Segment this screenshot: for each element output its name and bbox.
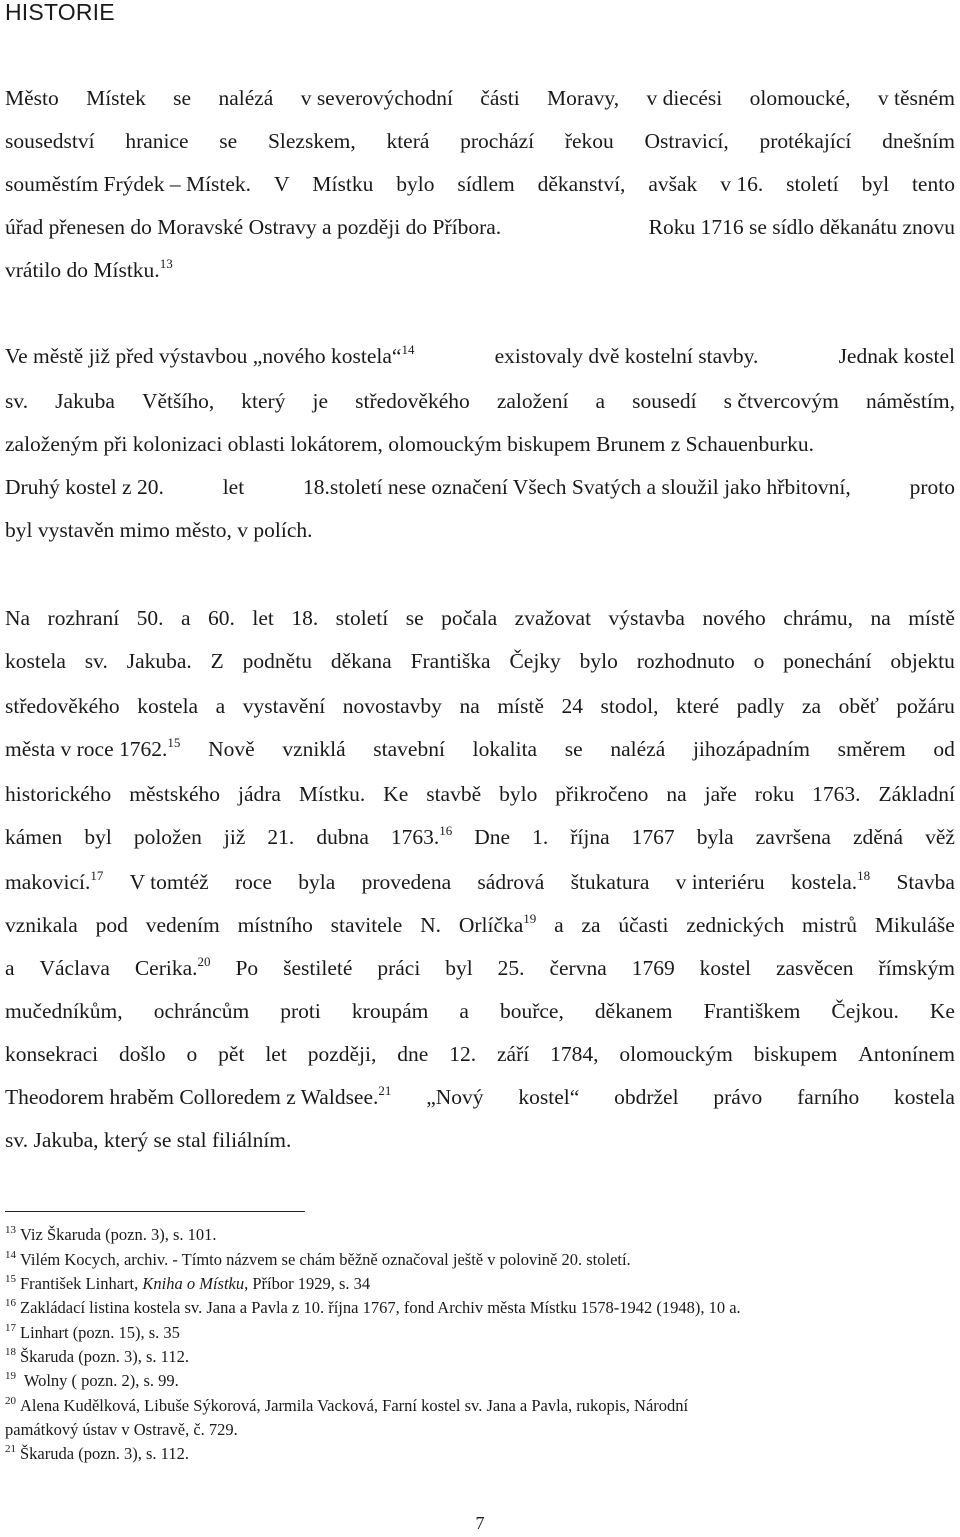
p2-line-4	[5, 473, 955, 501]
word: sousedství	[5, 129, 95, 153]
word: Antonínem	[858, 1042, 955, 1066]
word: šestileté	[283, 956, 353, 980]
word: sádrová	[477, 870, 545, 894]
word: 12.	[449, 1042, 477, 1066]
footnote-ref-17[interactable]: 17	[90, 868, 104, 883]
p3-line-3	[5, 692, 955, 720]
word: olomouckým	[619, 1042, 733, 1066]
p1-line-3	[5, 170, 955, 198]
word: části	[480, 86, 520, 110]
word: září	[496, 1042, 530, 1066]
word: pod	[95, 913, 128, 937]
footnote-ref-14[interactable]: 14	[401, 342, 415, 357]
word: roku	[754, 782, 795, 806]
footnote-21	[5, 1443, 880, 1465]
p2-line-1-c: Jednak kostel	[838, 344, 955, 368]
footnote-ref-18[interactable]: 18	[857, 868, 871, 883]
word: N.	[420, 913, 441, 937]
word: nalézá	[218, 86, 274, 110]
word: s čtvercovým	[723, 389, 839, 413]
word: náměstím,	[865, 389, 955, 413]
word: a	[181, 606, 191, 630]
word: makovicí.	[5, 870, 91, 894]
word: let	[265, 1042, 287, 1066]
word: Místku	[312, 172, 374, 196]
p1-line-1	[5, 84, 955, 112]
word: 60.	[208, 606, 235, 630]
footnote-13	[5, 1224, 880, 1246]
word: let	[252, 606, 274, 630]
p2-line-1	[5, 342, 955, 370]
word: kostela	[137, 694, 199, 718]
footnote-text: Vilém Kocych, archiv. - Tímto názvem se chám běžně označoval ještě v polovině 20. století.	[20, 1250, 631, 1269]
word: Čejkou.	[831, 999, 899, 1023]
word: v severovýchodní	[300, 86, 453, 110]
word: Na	[5, 606, 31, 630]
word: a	[595, 389, 606, 413]
word: mučedníkům,	[5, 999, 123, 1023]
footnote-18	[5, 1346, 880, 1368]
word: Františkem	[703, 999, 801, 1023]
word: štukatura	[570, 870, 650, 894]
word: 1763.	[812, 782, 861, 806]
p3-line-13: sv. Jakuba, který se stal filiálním.	[5, 1128, 292, 1152]
word: Jakuba	[55, 389, 115, 413]
p2-line-2	[5, 387, 955, 415]
word: bylo	[396, 172, 435, 196]
word: Slezskem,	[267, 129, 356, 153]
word: v interiéru	[675, 870, 765, 894]
word: dubna	[316, 825, 369, 849]
word: byla	[696, 825, 734, 849]
word: ponechání	[783, 649, 872, 673]
word: Ke	[929, 999, 955, 1023]
word: Ostravicí,	[644, 129, 729, 153]
word: stavební	[373, 737, 445, 761]
word: října	[570, 825, 610, 849]
section-heading: HISTORIE	[5, 0, 115, 25]
word: Františka	[410, 649, 491, 673]
word: let	[222, 475, 245, 499]
word: Jakuba.	[126, 649, 192, 673]
word: provedena	[361, 870, 452, 894]
word: zednických	[686, 913, 785, 937]
word: 21.	[267, 825, 295, 849]
word: 18.	[291, 606, 319, 630]
p3-line-10	[5, 997, 955, 1025]
word: účasti	[618, 913, 669, 937]
word: mistrů	[802, 913, 857, 937]
footnote-15	[5, 1273, 880, 1295]
word: souměstím Frýdek – Místek.	[5, 172, 252, 196]
word: Dne	[474, 825, 511, 849]
word: Václava	[39, 956, 110, 980]
word: 1769	[631, 956, 675, 980]
word: za	[581, 913, 601, 937]
word: výstavba	[608, 606, 685, 630]
footnote-number: 19	[5, 1370, 16, 1382]
word: městského	[129, 782, 221, 806]
footnote-ref-21[interactable]: 21	[378, 1083, 392, 1098]
word: prochází	[460, 129, 535, 153]
footnote-text: Linhart (pozn. 15), s. 35	[20, 1323, 180, 1342]
p3-line-8	[5, 911, 955, 939]
footnote-17	[5, 1322, 880, 1344]
footnote-number: 18	[5, 1346, 16, 1358]
word: děkanem	[594, 999, 673, 1023]
word: historického	[5, 782, 112, 806]
footnote-text: Alena Kudělková, Libuše Sýkorová, Jarmila Vacková, Farní kostel sv. Jana a Pavla, rukopis, Národní	[20, 1396, 689, 1415]
footnote-ref-16[interactable]: 16	[439, 823, 453, 838]
word: Stavba	[896, 870, 955, 894]
word: vystavění	[242, 694, 326, 718]
p2-line-5: byl vystavěn mimo město, v polích.	[5, 518, 313, 542]
word: které	[676, 694, 720, 718]
word: obdržel	[614, 1085, 679, 1109]
word: „Nový	[426, 1085, 484, 1109]
word: kroupám	[351, 999, 429, 1023]
word: století	[786, 172, 839, 196]
word: sv.	[84, 649, 108, 673]
footnote-14	[5, 1249, 880, 1271]
footnote-number: 17	[5, 1322, 16, 1334]
footnote-19	[5, 1370, 880, 1392]
word: děkanství,	[537, 172, 626, 196]
word: který	[241, 389, 286, 413]
word: Základní	[878, 782, 955, 806]
word: padly	[736, 694, 785, 718]
word: proti	[280, 999, 321, 1023]
word: kámen	[5, 825, 63, 849]
p2-line-3	[5, 430, 955, 458]
word: Ke	[383, 782, 409, 806]
word: ochráncům	[153, 999, 250, 1023]
footnote-ref-19[interactable]: 19	[523, 911, 537, 926]
word: 25.	[497, 956, 525, 980]
word: proto	[909, 475, 955, 499]
p3-line-9	[5, 954, 955, 982]
p3-line-1	[5, 604, 955, 632]
footnote-text: , Příbor 1929, s. 34	[244, 1274, 371, 1293]
page-number: 7	[475, 1513, 485, 1533]
word: se	[405, 606, 424, 630]
word: protékající	[759, 129, 852, 153]
word: a	[459, 999, 469, 1023]
word: stodol,	[600, 694, 659, 718]
p3-line-7	[5, 868, 955, 896]
footnote-text: Viz Škaruda (pozn. 3), s. 101.	[20, 1225, 217, 1244]
word: o	[753, 649, 765, 673]
word: která	[386, 129, 430, 153]
word: V	[273, 172, 290, 196]
word: byl	[861, 172, 890, 196]
word: 50.	[136, 606, 164, 630]
word: Nově	[208, 737, 255, 761]
p1-line-4	[5, 213, 955, 241]
word: pět	[218, 1042, 245, 1066]
word: olomoucké,	[749, 86, 851, 110]
word: děkana	[330, 649, 392, 673]
word: kostela	[5, 649, 66, 673]
footnote-ref-15[interactable]: 15	[167, 735, 181, 750]
footnote-number: 14	[5, 1249, 16, 1261]
word: a	[554, 913, 564, 937]
word: Orlíčka	[458, 913, 524, 937]
word: bylo	[579, 649, 618, 673]
p1-line-5-text: vrátilo do Místku.	[5, 258, 160, 282]
word: sv.	[5, 389, 29, 413]
footnote-text: Škaruda (pozn. 3), s. 112.	[20, 1347, 189, 1366]
word: 18.století nese označení Všech Svatých a sloužil jako hřbitovní,	[303, 475, 851, 499]
word: tento	[911, 172, 955, 196]
word: byl	[445, 956, 473, 980]
footnote-text: František Linhart,	[20, 1274, 143, 1293]
word: se	[219, 129, 238, 153]
word: oběť	[838, 694, 879, 718]
word: jaře	[704, 782, 737, 806]
word: jádra	[237, 782, 281, 806]
word: Místek	[86, 86, 146, 110]
word: dnešním	[882, 129, 955, 153]
word: v těsném	[877, 86, 955, 110]
word: konsekraci	[5, 1042, 99, 1066]
word: od	[933, 737, 955, 761]
footnote-number: 15	[5, 1273, 16, 1285]
word: zděná	[852, 825, 904, 849]
word: a	[215, 694, 226, 718]
footnote-number: 21	[5, 1443, 16, 1455]
word: se	[173, 86, 192, 110]
word: položen	[133, 825, 202, 849]
word: v 16.	[720, 172, 764, 196]
word: věž	[925, 825, 955, 849]
word: Město	[5, 86, 59, 110]
word: Roku 1716 se sídlo děkanátu znovu	[648, 215, 955, 239]
footnote-number: 16	[5, 1297, 16, 1309]
word: je	[312, 389, 329, 413]
word: června	[549, 956, 607, 980]
word: avšak	[648, 172, 698, 196]
word: směrem	[837, 737, 906, 761]
word: podnětu	[242, 649, 312, 673]
p1-line-2	[5, 127, 955, 155]
p3-line-5	[5, 780, 955, 808]
word: 1.	[532, 825, 549, 849]
word: vzniklá	[282, 737, 346, 761]
word: za	[801, 694, 822, 718]
word: Theodorem hraběm Colloredem z Waldsee.	[5, 1085, 379, 1109]
word: novostavby	[342, 694, 442, 718]
word: bylo	[499, 782, 538, 806]
word: Druhý kostel z 20.	[5, 475, 164, 499]
footnote-20	[5, 1395, 880, 1417]
word: vedením	[145, 913, 220, 937]
word: 1767	[631, 825, 675, 849]
word: místě	[497, 694, 544, 718]
p2-line-1-b: existovaly dvě kostelní stavby.	[494, 344, 759, 368]
word: řekou	[564, 129, 614, 153]
word: římským	[878, 956, 955, 980]
word: se	[564, 737, 583, 761]
footnote-separator	[5, 1211, 305, 1212]
word: zasvěcen	[775, 956, 854, 980]
word: Cerika.	[134, 956, 198, 980]
footnote-text: Zakládací listina kostela sv. Jana a Pavla z 10. října 1767, fond Archiv města Místku 1578-1942 (1948), 10 a.	[20, 1298, 741, 1317]
word: rozhodnuto	[636, 649, 735, 673]
word: kostel	[699, 956, 751, 980]
word: na	[666, 782, 687, 806]
p3-line-6	[5, 823, 955, 851]
word: hranice	[125, 129, 189, 153]
word: přikročeno	[555, 782, 649, 806]
word: práci	[377, 956, 421, 980]
word: jihozápadním	[692, 737, 810, 761]
word: vznikala	[5, 913, 78, 937]
word: chrámu,	[783, 606, 854, 630]
word: Moravy,	[547, 86, 620, 110]
word: nalézá	[610, 737, 666, 761]
word: na	[870, 606, 891, 630]
p3-line-4-a: města v roce 1762.	[5, 737, 168, 761]
footnote-book-title: Kniha o Místku	[142, 1274, 245, 1293]
word: došlo	[119, 1042, 166, 1066]
word: právo	[713, 1085, 763, 1109]
word: V tomtéž	[129, 870, 209, 894]
word: nového	[702, 606, 766, 630]
word: biskupem	[753, 1042, 838, 1066]
word: objektu	[890, 649, 955, 673]
p3-line-2	[5, 647, 955, 675]
word: a	[5, 956, 15, 980]
word: kostela	[894, 1085, 955, 1109]
word: zvažovat	[514, 606, 592, 630]
word: Mikuláše	[874, 913, 955, 937]
word: požáru	[896, 694, 955, 718]
footnote-number: 20	[5, 1395, 16, 1407]
word: 1784,	[550, 1042, 599, 1066]
p3-line-4	[5, 735, 955, 763]
word: završena	[755, 825, 831, 849]
word: lokalita	[472, 737, 538, 761]
word: Čejky	[509, 649, 561, 673]
p3-line-11	[5, 1040, 955, 1068]
word: o	[186, 1042, 198, 1066]
word: kostel“	[518, 1085, 580, 1109]
word: místě	[908, 606, 955, 630]
word: založeným při kolonizaci oblasti lokátorem, olomouckým biskupem Brunem z Schauenburku.	[5, 432, 815, 456]
word: dne	[397, 1042, 429, 1066]
word: počala	[441, 606, 498, 630]
footnote-number: 13	[5, 1224, 16, 1236]
footnote-text: Wolny ( pozn. 2), s. 99.	[20, 1371, 179, 1390]
p2-line-1-a: Ve městě již před výstavbou „nového kostela“	[5, 344, 402, 368]
word: stavitele	[330, 913, 403, 937]
p1-line-5	[5, 256, 955, 284]
word: farního	[797, 1085, 860, 1109]
footnote-text: památkový ústav v Ostravě, č. 729.	[5, 1420, 238, 1439]
word: již	[223, 825, 246, 849]
word: středověkého	[355, 389, 470, 413]
word: Většího,	[141, 389, 215, 413]
word: Po	[235, 956, 259, 980]
word: rozhraní	[47, 606, 120, 630]
word: 24	[561, 694, 583, 718]
word: místního	[237, 913, 313, 937]
p3-line-12	[5, 1083, 955, 1111]
word: stavbě	[426, 782, 482, 806]
footnote-ref-20[interactable]: 20	[197, 954, 211, 969]
word: na	[459, 694, 480, 718]
word: v diecési	[646, 86, 723, 110]
word: sídlem	[457, 172, 515, 196]
word: byla	[298, 870, 336, 894]
word: sousedí	[632, 389, 697, 413]
footnote-20-continued	[5, 1419, 880, 1441]
word: 1763.	[390, 825, 440, 849]
word: roce	[234, 870, 272, 894]
word: bouřce,	[499, 999, 564, 1023]
word: úřad přenesen do Moravské Ostravy a později do Příbora.	[5, 215, 502, 239]
footnote-16	[5, 1297, 880, 1319]
word: století	[335, 606, 389, 630]
word: byl	[84, 825, 112, 849]
word: založení	[496, 389, 569, 413]
word: později,	[307, 1042, 377, 1066]
word: středověkého	[5, 694, 120, 718]
word: Místku.	[298, 782, 366, 806]
footnote-ref-13[interactable]: 13	[159, 256, 173, 271]
word: kostela.	[790, 870, 858, 894]
footnote-text: Škaruda (pozn. 3), s. 112.	[20, 1444, 189, 1463]
word: Z	[210, 649, 224, 673]
